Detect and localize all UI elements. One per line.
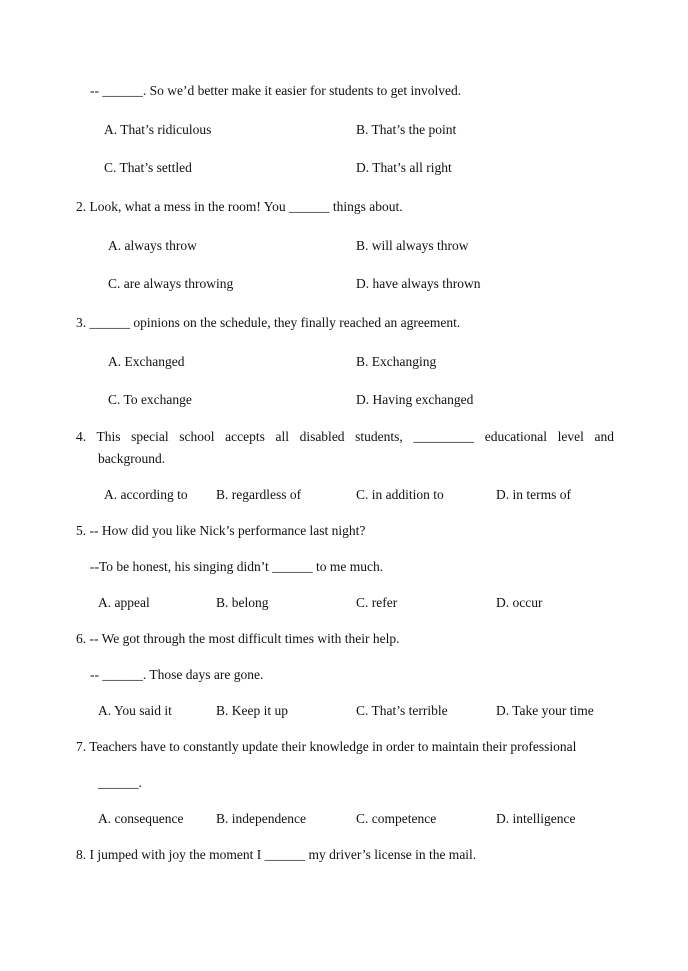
q1-option-d: D. That’s all right	[356, 160, 452, 175]
q1-answer-line: -- ______. So we’d better make it easier for students to get involved.	[90, 83, 462, 98]
q4-option-b: B. regardless of	[216, 487, 302, 502]
q3-option-c: C. To exchange	[108, 392, 192, 407]
q4-option-c: C. in addition to	[356, 487, 444, 502]
q7-stem: 7. Teachers have to constantly update their knowledge in order to maintain their professional	[76, 739, 577, 754]
q7-option-c: C. competence	[356, 811, 437, 826]
q4-option-a: A. according to	[104, 487, 188, 502]
q1-option-c: C. That’s settled	[104, 160, 192, 175]
q7-option-a: A. consequence	[98, 811, 184, 826]
q5-stem: 5. -- How did you like Nick’s performance last night?	[76, 523, 366, 538]
q8-stem: 8. I jumped with joy the moment I ______ my driver’s license in the mail.	[76, 847, 477, 862]
q4-stem: 4. This special school accepts all disabled students, _________ educational level and	[76, 429, 614, 444]
q5-response: --To be honest, his singing didn’t ______ to me much.	[90, 559, 384, 574]
q5-option-a: A. appeal	[98, 595, 150, 610]
q3-stem: 3. ______ opinions on the schedule, they finally reached an agreement.	[76, 315, 461, 330]
q3-option-d: D. Having exchanged	[356, 392, 474, 407]
q7-option-b: B. independence	[216, 811, 306, 826]
q7-stem-continued: ______.	[98, 775, 142, 790]
q2-option-d: D. have always thrown	[356, 276, 481, 291]
q6-option-a: A. You said it	[98, 703, 172, 718]
q6-stem: 6. -- We got through the most difficult times with their help.	[76, 631, 400, 646]
q2-option-a: A. always throw	[108, 238, 197, 253]
q2-option-b: B. will always throw	[356, 238, 469, 253]
q6-option-b: B. Keep it up	[216, 703, 288, 718]
q7-option-d: D. intelligence	[496, 811, 576, 826]
q5-option-d: D. occur	[496, 595, 543, 610]
q6-option-c: C. That’s terrible	[356, 703, 448, 718]
q2-option-c: C. are always throwing	[108, 276, 234, 291]
q4-stem-continued: background.	[98, 451, 166, 466]
q4-option-d: D. in terms of	[496, 487, 571, 502]
q2-stem: 2. Look, what a mess in the room! You ______ things about.	[76, 199, 403, 214]
q6-option-d: D. Take your time	[496, 703, 594, 718]
q5-option-b: B. belong	[216, 595, 269, 610]
q5-option-c: C. refer	[356, 595, 398, 610]
q1-option-b: B. That’s the point	[356, 122, 457, 137]
q3-option-b: B. Exchanging	[356, 354, 437, 369]
q1-option-a: A. That’s ridiculous	[104, 122, 212, 137]
q3-option-a: A. Exchanged	[108, 354, 185, 369]
q6-response: -- ______. Those days are gone.	[90, 667, 264, 682]
